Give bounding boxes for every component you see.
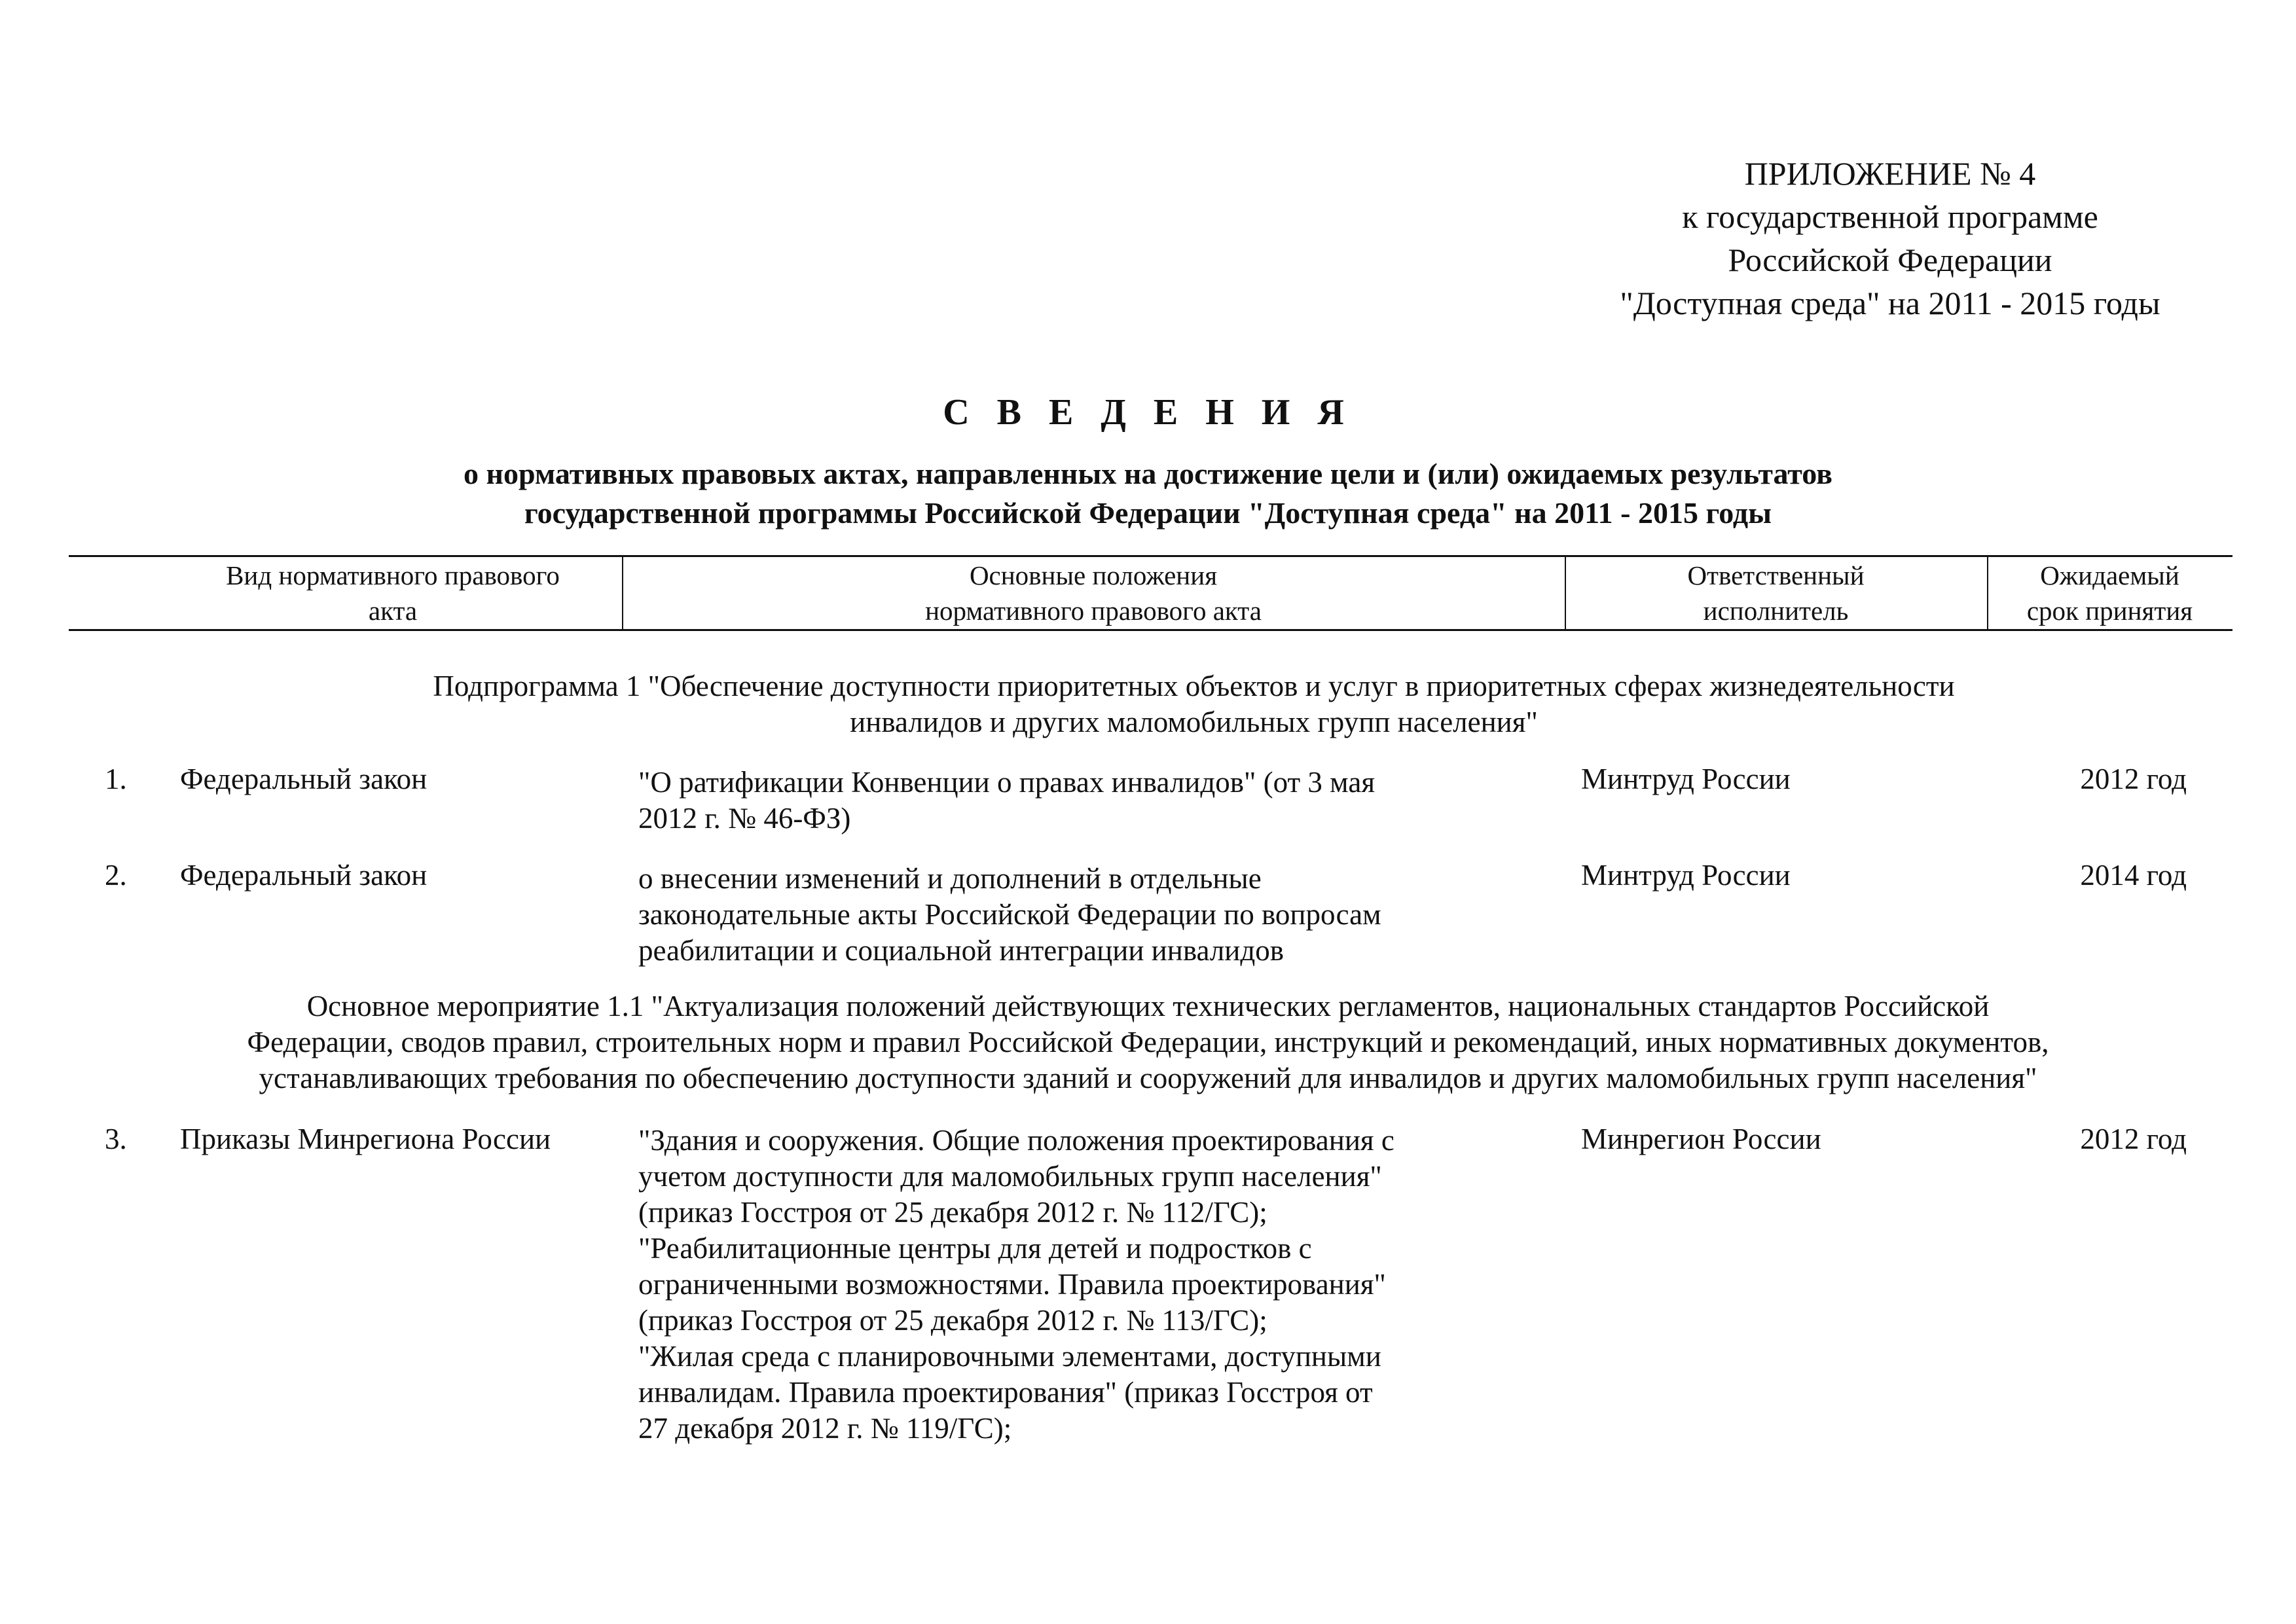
provision-line: "Жилая среда с планировочными элементами, доступными bbox=[638, 1340, 1381, 1373]
column-header-line: Ответственный bbox=[1687, 560, 1865, 590]
section-line: Основное мероприятие 1.1 "Актуализация положений действующих технических регламентов, национальных стандартов Российской bbox=[306, 990, 1990, 1022]
provision-line: реабилитации и социальной интеграции инвалидов bbox=[638, 934, 1285, 967]
row-provisions bbox=[638, 1123, 1503, 1447]
appendix-line: к государственной программе bbox=[1682, 198, 2098, 235]
provision-line: "Здания и сооружения. Общие положения проектирования с bbox=[638, 1124, 1394, 1157]
table-header-bottom-rule bbox=[69, 629, 2232, 631]
row-number: 1. bbox=[105, 763, 127, 795]
section-line: Федерации, сводов правил, строительных норм и правил Российской Федерации, инструкций и рекомендаций, иных нормативных документов, bbox=[247, 1026, 2049, 1058]
column-header-term bbox=[1987, 558, 2232, 628]
column-header-line: Вид нормативного правового bbox=[226, 560, 560, 590]
table-top-rule bbox=[69, 555, 2232, 557]
provision-line: учетом доступности для маломобильных групп населения" bbox=[638, 1160, 1382, 1193]
column-header-executor bbox=[1565, 558, 1987, 628]
row-term: 2012 год bbox=[2080, 763, 2187, 795]
row-provisions bbox=[638, 861, 1503, 969]
provision-line: инвалидам. Правила проектирования" (приказ Госстроя от bbox=[638, 1376, 1373, 1409]
section-line: Подпрограмма 1 "Обеспечение доступности приоритетных объектов и услуг в приоритетных сферах жизнедеятельности bbox=[433, 670, 1955, 702]
document-title: С В Е Д Е Н И Я bbox=[943, 392, 1353, 433]
provision-line: ограниченными возможностями. Правила проектирования" bbox=[638, 1268, 1386, 1301]
row-executor: Минтруд России bbox=[1581, 763, 1791, 795]
provision-line: (приказ Госстроя от 25 декабря 2012 г. № 112/ГС); bbox=[638, 1196, 1267, 1229]
row-kind: Федеральный закон bbox=[180, 859, 428, 892]
column-header-line: акта bbox=[368, 596, 418, 626]
provision-line: законодательные акты Российской Федерации по вопросам bbox=[638, 898, 1381, 931]
section-line: инвалидов и других маломобильных групп населения" bbox=[850, 706, 1538, 738]
column-header-line: нормативного правового акта bbox=[925, 596, 1262, 626]
subtitle-line: о нормативных правовых актах, направленных на достижение цели и (или) ожидаемых результатов bbox=[464, 457, 1832, 490]
provision-line: 27 декабря 2012 г. № 119/ГС); bbox=[638, 1412, 1012, 1445]
document-subtitle bbox=[0, 454, 2296, 533]
row-kind: Федеральный закон bbox=[180, 763, 428, 795]
provision-line: 2012 г. № 46-ФЗ) bbox=[638, 802, 851, 835]
column-header-line: исполнитель bbox=[1703, 596, 1849, 626]
row-kind: Приказы Минрегиона России bbox=[180, 1123, 551, 1155]
section-main-activity-1-1 bbox=[0, 988, 2296, 1096]
provision-line: "О ратификации Конвенции о правах инвалидов" (от 3 мая bbox=[638, 766, 1376, 799]
row-executor: Минтруд России bbox=[1581, 859, 1791, 892]
column-header-kind bbox=[164, 558, 622, 628]
appendix-line: "Доступная среда" на 2011 - 2015 годы bbox=[1620, 285, 2160, 321]
provision-line: (приказ Госстроя от 25 декабря 2012 г. № 113/ГС); bbox=[638, 1304, 1267, 1337]
row-term: 2012 год bbox=[2080, 1123, 2187, 1155]
provision-line: о внесении изменений и дополнений в отдельные bbox=[638, 862, 1262, 895]
provision-line: "Реабилитационные центры для детей и подростков с bbox=[638, 1232, 1312, 1265]
row-executor: Минрегион России bbox=[1581, 1123, 1821, 1155]
row-term: 2014 год bbox=[2080, 859, 2187, 892]
row-provisions bbox=[638, 765, 1503, 837]
section-line: устанавливающих требования по обеспечению доступности зданий и сооружений для инвалидов и других маломобильных групп населения" bbox=[259, 1062, 2037, 1094]
appendix-line: Российской Федерации bbox=[1728, 242, 2052, 278]
subtitle-line: государственной программы Российской Федерации "Доступная среда" на 2011 - 2015 годы bbox=[524, 496, 1772, 530]
section-subprogram-1 bbox=[0, 668, 2296, 740]
column-header-line: срок принятия bbox=[2026, 596, 2193, 626]
column-header-line: Основные положения bbox=[969, 560, 1218, 590]
row-number: 3. bbox=[105, 1123, 127, 1155]
appendix-number: ПРИЛОЖЕНИЕ № 4 bbox=[1744, 155, 2036, 192]
appendix-block bbox=[1563, 152, 2217, 325]
column-header-line: Ожидаемый bbox=[2040, 560, 2179, 590]
row-number: 2. bbox=[105, 859, 127, 892]
column-header-provisions bbox=[622, 558, 1565, 628]
